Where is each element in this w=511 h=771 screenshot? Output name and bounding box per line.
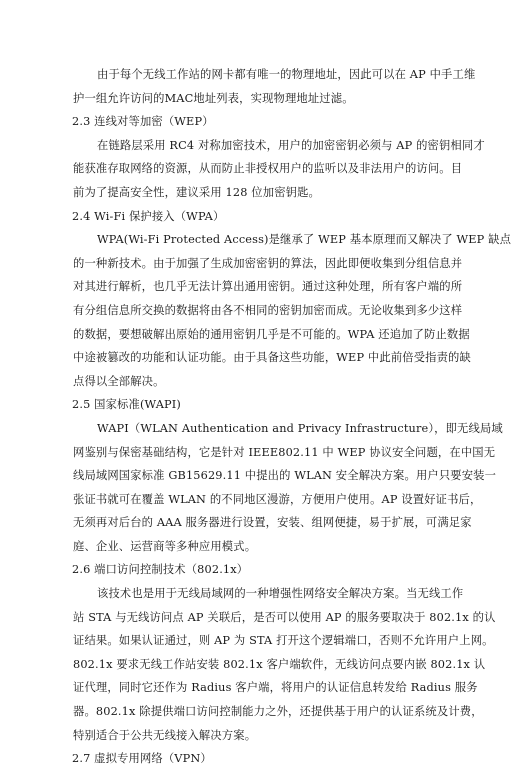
paragraph-line: 站 STA 与无线访问点 AP 关联后，是否可以使用 AP 的服务要取决于 802.1x 的认 — [73, 610, 496, 624]
paragraph-line: 证结果。如果认证通过，则 AP 为 STA 打开这个逻辑端口，否则不允许用户上网。 — [73, 634, 494, 648]
section-heading: 2.4 Wi-Fi 保护接入（WPA） — [72, 209, 225, 223]
section-heading: 2.7 虚拟专用网络（VPN） — [72, 752, 212, 766]
paragraph-line: 庭、企业、运营商等多种应用模式。 — [73, 539, 257, 553]
paragraph-line: 该技术也是用于无线局域网的一种增强性网络安全解决方案。当无线工作 — [97, 587, 464, 601]
paragraph-line: 在链路层采用 RC4 对称加密技术，用户的加密密钥必须与 AP 的密钥相同才 — [97, 138, 485, 152]
paragraph-line: WAPI（WLAN Authentication and Privacy Infrastructure），即无线局域 — [97, 421, 503, 435]
paragraph-line: 中途被篡改的功能和认证功能。由于具备这些功能，WEP 中此前倍受指责的缺 — [73, 351, 471, 365]
paragraph-line: 器。802.1x 除提供端口访问控制能力之外，还提供基于用户的认证系统及计费， — [73, 705, 483, 719]
paragraph-line: 证代理，同时它还作为 Radius 客户端，将用户的认证信息转发给 Radius 服务 — [73, 681, 478, 695]
section-heading: 2.6 端口访问控制技术（802.1x） — [72, 563, 249, 577]
paragraph-line: 前为了提高安全性，建议采用 128 位加密钥匙。 — [73, 185, 320, 199]
paragraph-line: 网鉴别与保密基础结构，它是针对 IEEE802.11 中 WEP 协议安全问题，在中国无 — [73, 445, 496, 459]
paragraph-line: 无须再对后台的 AAA 服务器进行设置，安装、组网便捷，易于扩展，可满足家 — [73, 516, 472, 530]
paragraph-line: 特别适合于公共无线接入解决方案。 — [73, 728, 257, 742]
section-heading: 2.3 连线对等加密（WEP） — [72, 115, 214, 129]
paragraph-line: 对其进行解析，也几乎无法计算出通用密钥。通过这种处理，所有客户端的所 — [73, 280, 463, 294]
paragraph-line: 能获准存取网络的资源，从而防止非授权用户的监听以及非法用户的访问。目 — [73, 162, 463, 176]
paragraph-line: 点得以全部解决。 — [73, 374, 165, 388]
paragraph-line: WPA(Wi-Fi Protected Access)是继承了 WEP 基本原理而又解决了 WEP 缺点 — [97, 233, 511, 247]
paragraph-line: 的数据，要想破解出原始的通用密钥几乎是不可能的。WPA 还追加了防止数据 — [73, 327, 470, 341]
section-heading: 2.5 国家标准(WAPI) — [72, 398, 181, 412]
paragraph-line: 有分组信息所交换的数据将由各不相同的密钥加密而成。无论收集到多少这样 — [73, 303, 463, 317]
paragraph-line: 张证书就可在覆盖 WLAN 的不同地区漫游，方便用户使用。AP 设置好证书后， — [73, 492, 482, 506]
paragraph-line: 线局域网国家标准 GB15629.11 中提出的 WLAN 安全解决方案。用户只要安装一 — [73, 469, 497, 483]
paragraph-line: 由于每个无线工作站的网卡都有唯一的物理地址，因此可以在 AP 中手工维 — [97, 68, 476, 81]
paragraph-line: 的一种新技术。由于加强了生成加密密钥的算法，因此即便收集到分组信息并 — [73, 256, 463, 270]
paragraph-line: 802.1x 要求无线工作站安装 802.1x 客户端软件，无线访问点要内嵌 802.1x 认 — [73, 657, 486, 671]
paragraph-line: 护一组允许访问的MAC地址列表，实现物理地址过滤。 — [73, 91, 354, 105]
